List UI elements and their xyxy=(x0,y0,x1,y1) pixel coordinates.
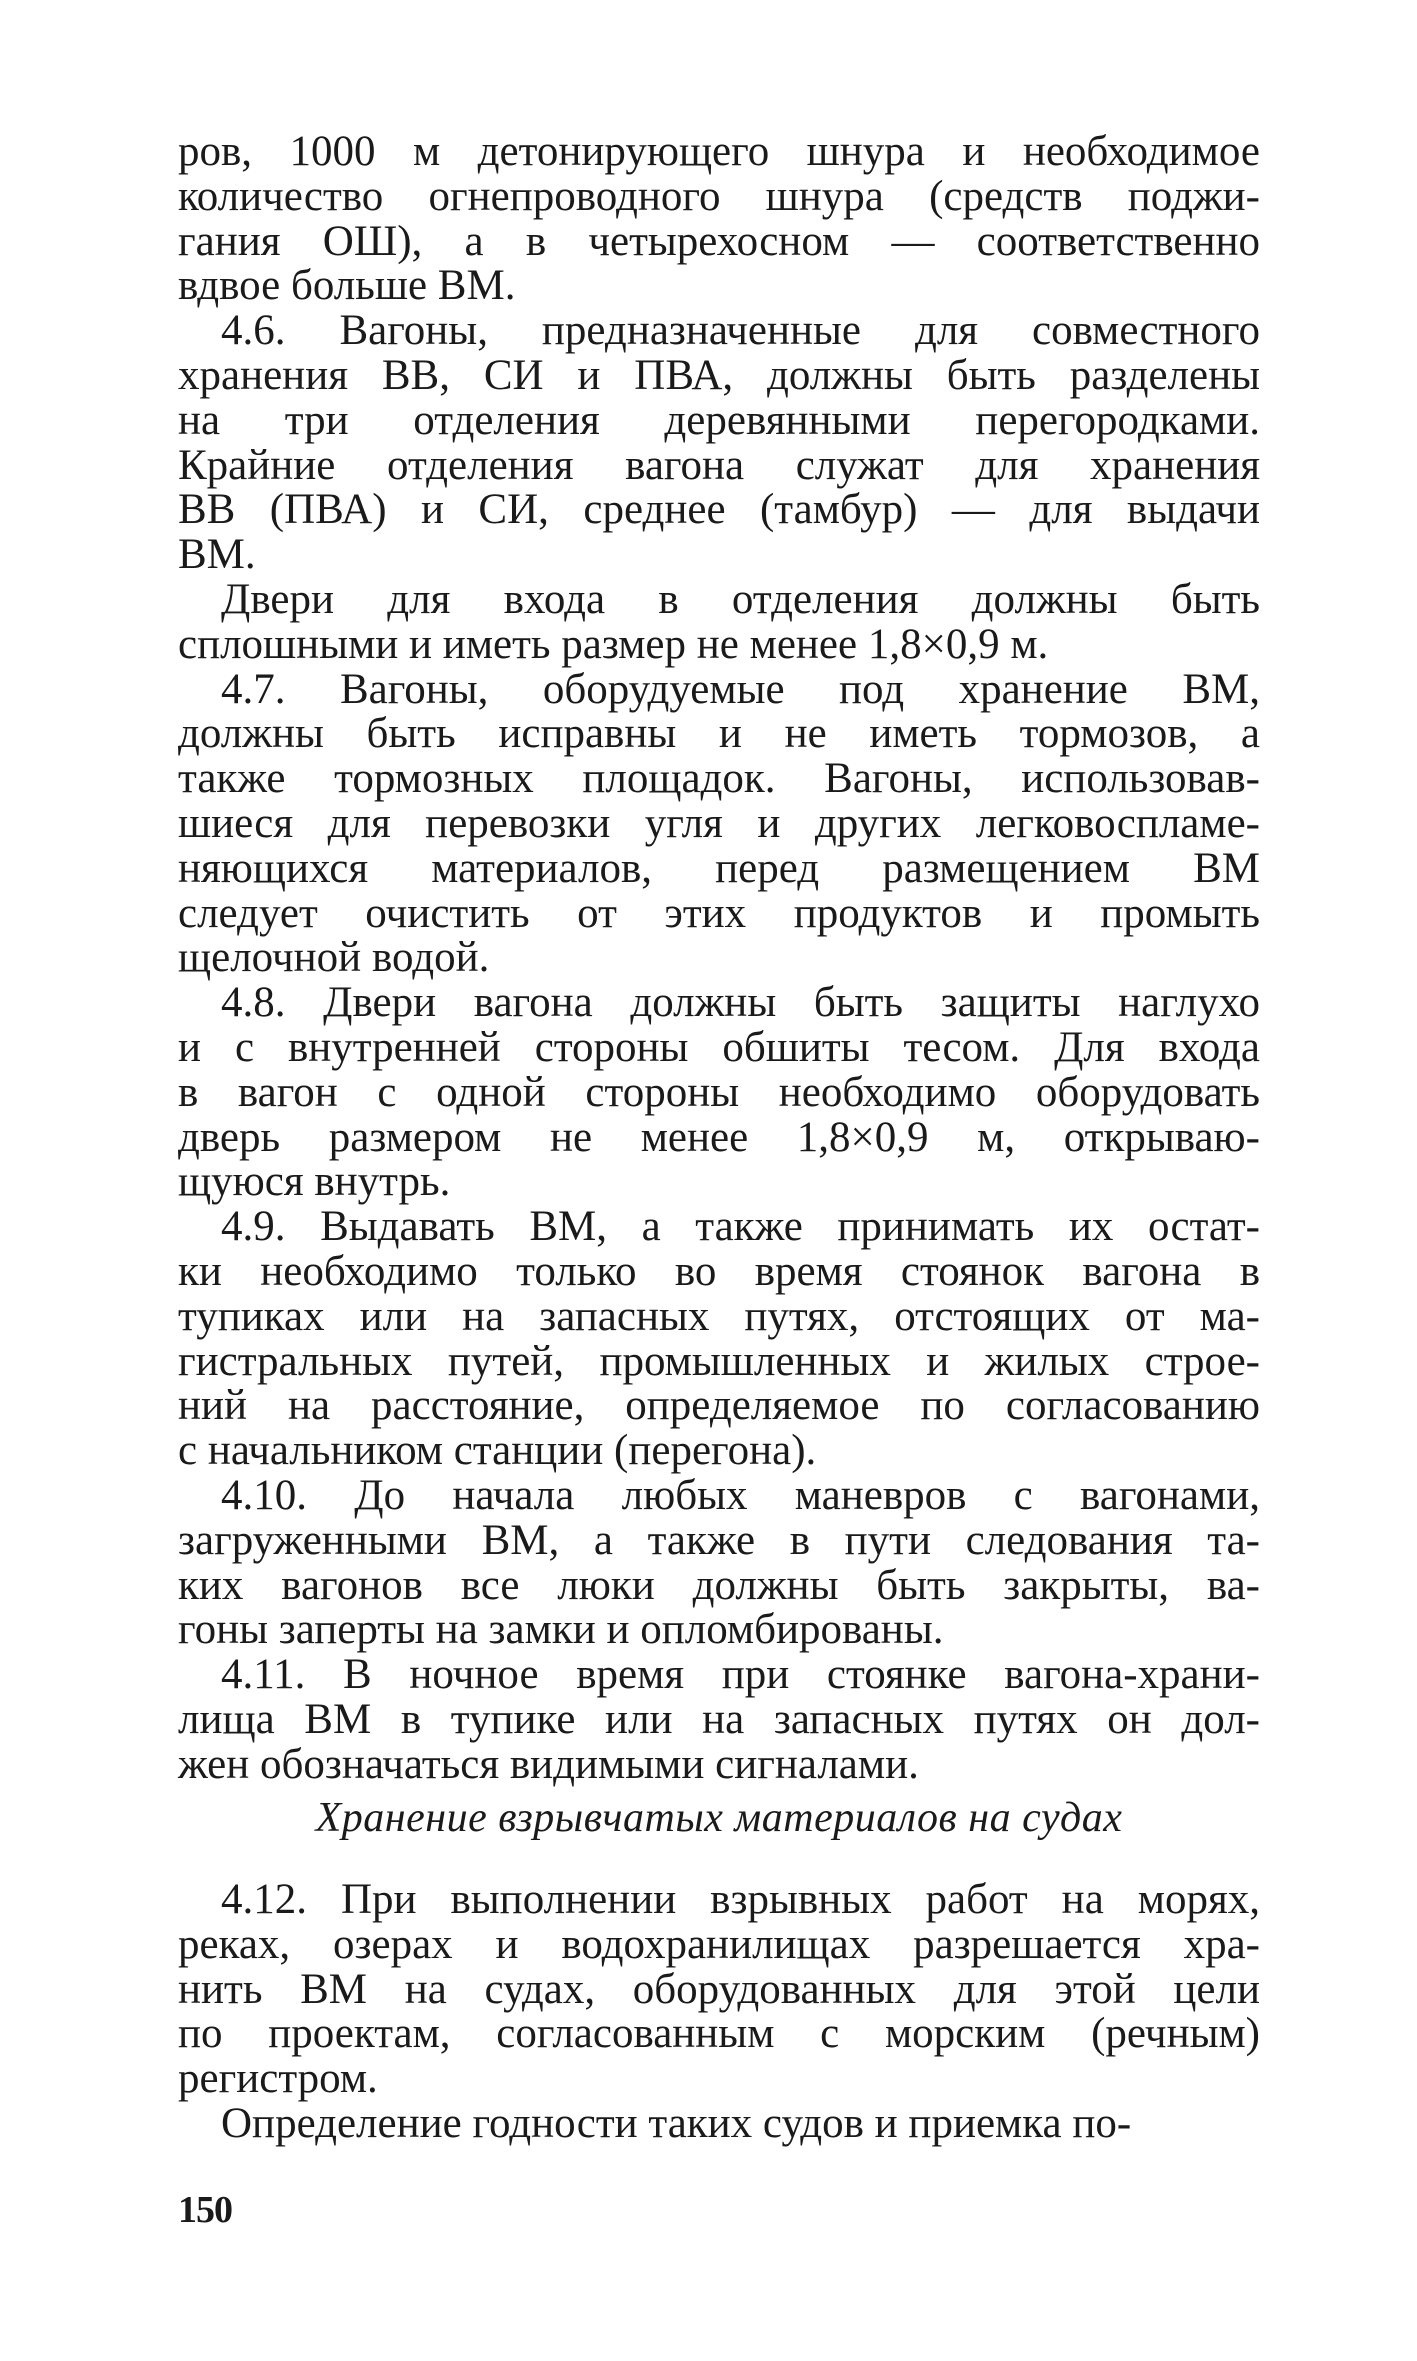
paragraph-4-6 xyxy=(178,309,1260,578)
page-body xyxy=(178,130,1260,1787)
text-line: 4.10. До начала любых маневров с вагонами, xyxy=(221,1471,1260,1519)
paragraph-4-9 xyxy=(178,1205,1260,1474)
paragraph-4-12 xyxy=(178,1878,1260,2102)
paragraph-suitability xyxy=(178,2099,1260,2147)
paragraph-continuation xyxy=(178,130,1260,309)
text-line: 4.6. Вагоны, предназначенные для совместного xyxy=(221,307,1260,355)
text-line: вдвое больше ВМ. xyxy=(178,262,516,310)
text-line: 4.11. В ночное время при стоянке вагона-храни- xyxy=(221,1651,1260,1699)
text-line: регистром. xyxy=(178,2055,378,2103)
section-heading: Хранение взрывчатых материалов на судах xyxy=(315,1795,1123,1841)
paragraph-4-8 xyxy=(178,981,1260,1205)
text-line: няющихся материалов, перед размещением ВМ xyxy=(178,844,1260,892)
paragraph-4-7 xyxy=(178,665,1260,982)
text-line: реках, озерах и водохранилищах разрешается хра- xyxy=(178,1920,1260,1968)
page-body-after-heading xyxy=(178,1878,1260,2147)
text-line: щуюся внутрь. xyxy=(178,1158,451,1206)
text-line: Крайние отделения вагона служат для хранения xyxy=(178,441,1260,489)
text-line: жен обозначаться видимыми сигналами. xyxy=(178,1740,919,1788)
text-line: гистральных путей, промышленных и жилых строе- xyxy=(178,1337,1260,1385)
text-line: в вагон с одной стороны необходимо оборудовать xyxy=(178,1068,1260,1116)
paragraph-4-11 xyxy=(178,1653,1260,1787)
text-line: по проектам, согласованным с морским (речным) xyxy=(178,2010,1260,2058)
text-line: лища ВМ в тупике или на запасных путях он дол- xyxy=(178,1695,1260,1743)
page-number: 150 xyxy=(178,2189,232,2231)
text-line: количество огнепроводного шнура (средств поджи- xyxy=(178,172,1260,220)
text-line: ВВ (ПВА) и СИ, среднее (тамбур) — для выдачи xyxy=(178,486,1260,534)
text-line: ров, 1000 м детонирующего шнура и необходимое xyxy=(178,128,1260,175)
text-line: сплошными и иметь размер не менее 1,8×0,9 м. xyxy=(178,620,1049,668)
text-line: ВМ. xyxy=(178,531,256,579)
text-line: щелочной водой. xyxy=(178,934,490,982)
text-line: хранения ВВ, СИ и ПВА, должны быть разделены xyxy=(178,351,1260,399)
text-line: загруженными ВМ, а также в пути следования та- xyxy=(178,1516,1260,1564)
text-line: 4.9. Выдавать ВМ, а также принимать их остат- xyxy=(221,1203,1260,1251)
text-line: на три отделения деревянными перегородками. xyxy=(178,396,1260,444)
text-line: 4.7. Вагоны, оборудуемые под хранение ВМ, xyxy=(221,665,1260,713)
text-line: 4.12. При выполнении взрывных работ на морях, xyxy=(221,1876,1260,1923)
text-line: и с внутренней стороны обшиты тесом. Для входа xyxy=(178,1023,1260,1071)
text-line: ких вагонов все люки должны быть закрыты, ва- xyxy=(178,1561,1260,1609)
text-line: гоны заперты на замки и опломбированы. xyxy=(178,1606,944,1654)
text-line: должны быть исправны и не иметь тормозов, а xyxy=(178,710,1260,758)
text-line: тупиках или на запасных путях, отстоящих от ма- xyxy=(178,1292,1260,1340)
text-line: ки необходимо только во время стоянок вагона в xyxy=(178,1247,1260,1295)
text-line: следует очистить от этих продуктов и промыть xyxy=(178,889,1260,937)
text-line: Двери для входа в отделения должны быть xyxy=(221,575,1260,623)
text-block-before-heading xyxy=(178,130,1260,1787)
text-line: шиеся для перевозки угля и других легковоспламе- xyxy=(178,799,1260,847)
text-line: с начальником станции (перегона). xyxy=(178,1427,817,1475)
text-line: дверь размером не менее 1,8×0,9 м, открываю- xyxy=(178,1113,1260,1161)
text-line: гания ОШ), а в четырехосном — соответственно xyxy=(178,217,1260,265)
text-block-after-heading xyxy=(178,1878,1260,2147)
paragraph-4-10 xyxy=(178,1471,1260,1654)
paragraph-doors xyxy=(178,575,1260,668)
text-line: также тормозных площадок. Вагоны, использовав- xyxy=(178,755,1260,803)
text-line: нить ВМ на судах, оборудованных для этой цели xyxy=(178,1965,1260,2013)
text-line: 4.8. Двери вагона должны быть защиты наглухо xyxy=(221,979,1260,1027)
text-line: ний на расстояние, определяемое по согласованию xyxy=(178,1382,1260,1430)
text-line: Определение годности таких судов и приемка по- xyxy=(221,2099,1132,2147)
